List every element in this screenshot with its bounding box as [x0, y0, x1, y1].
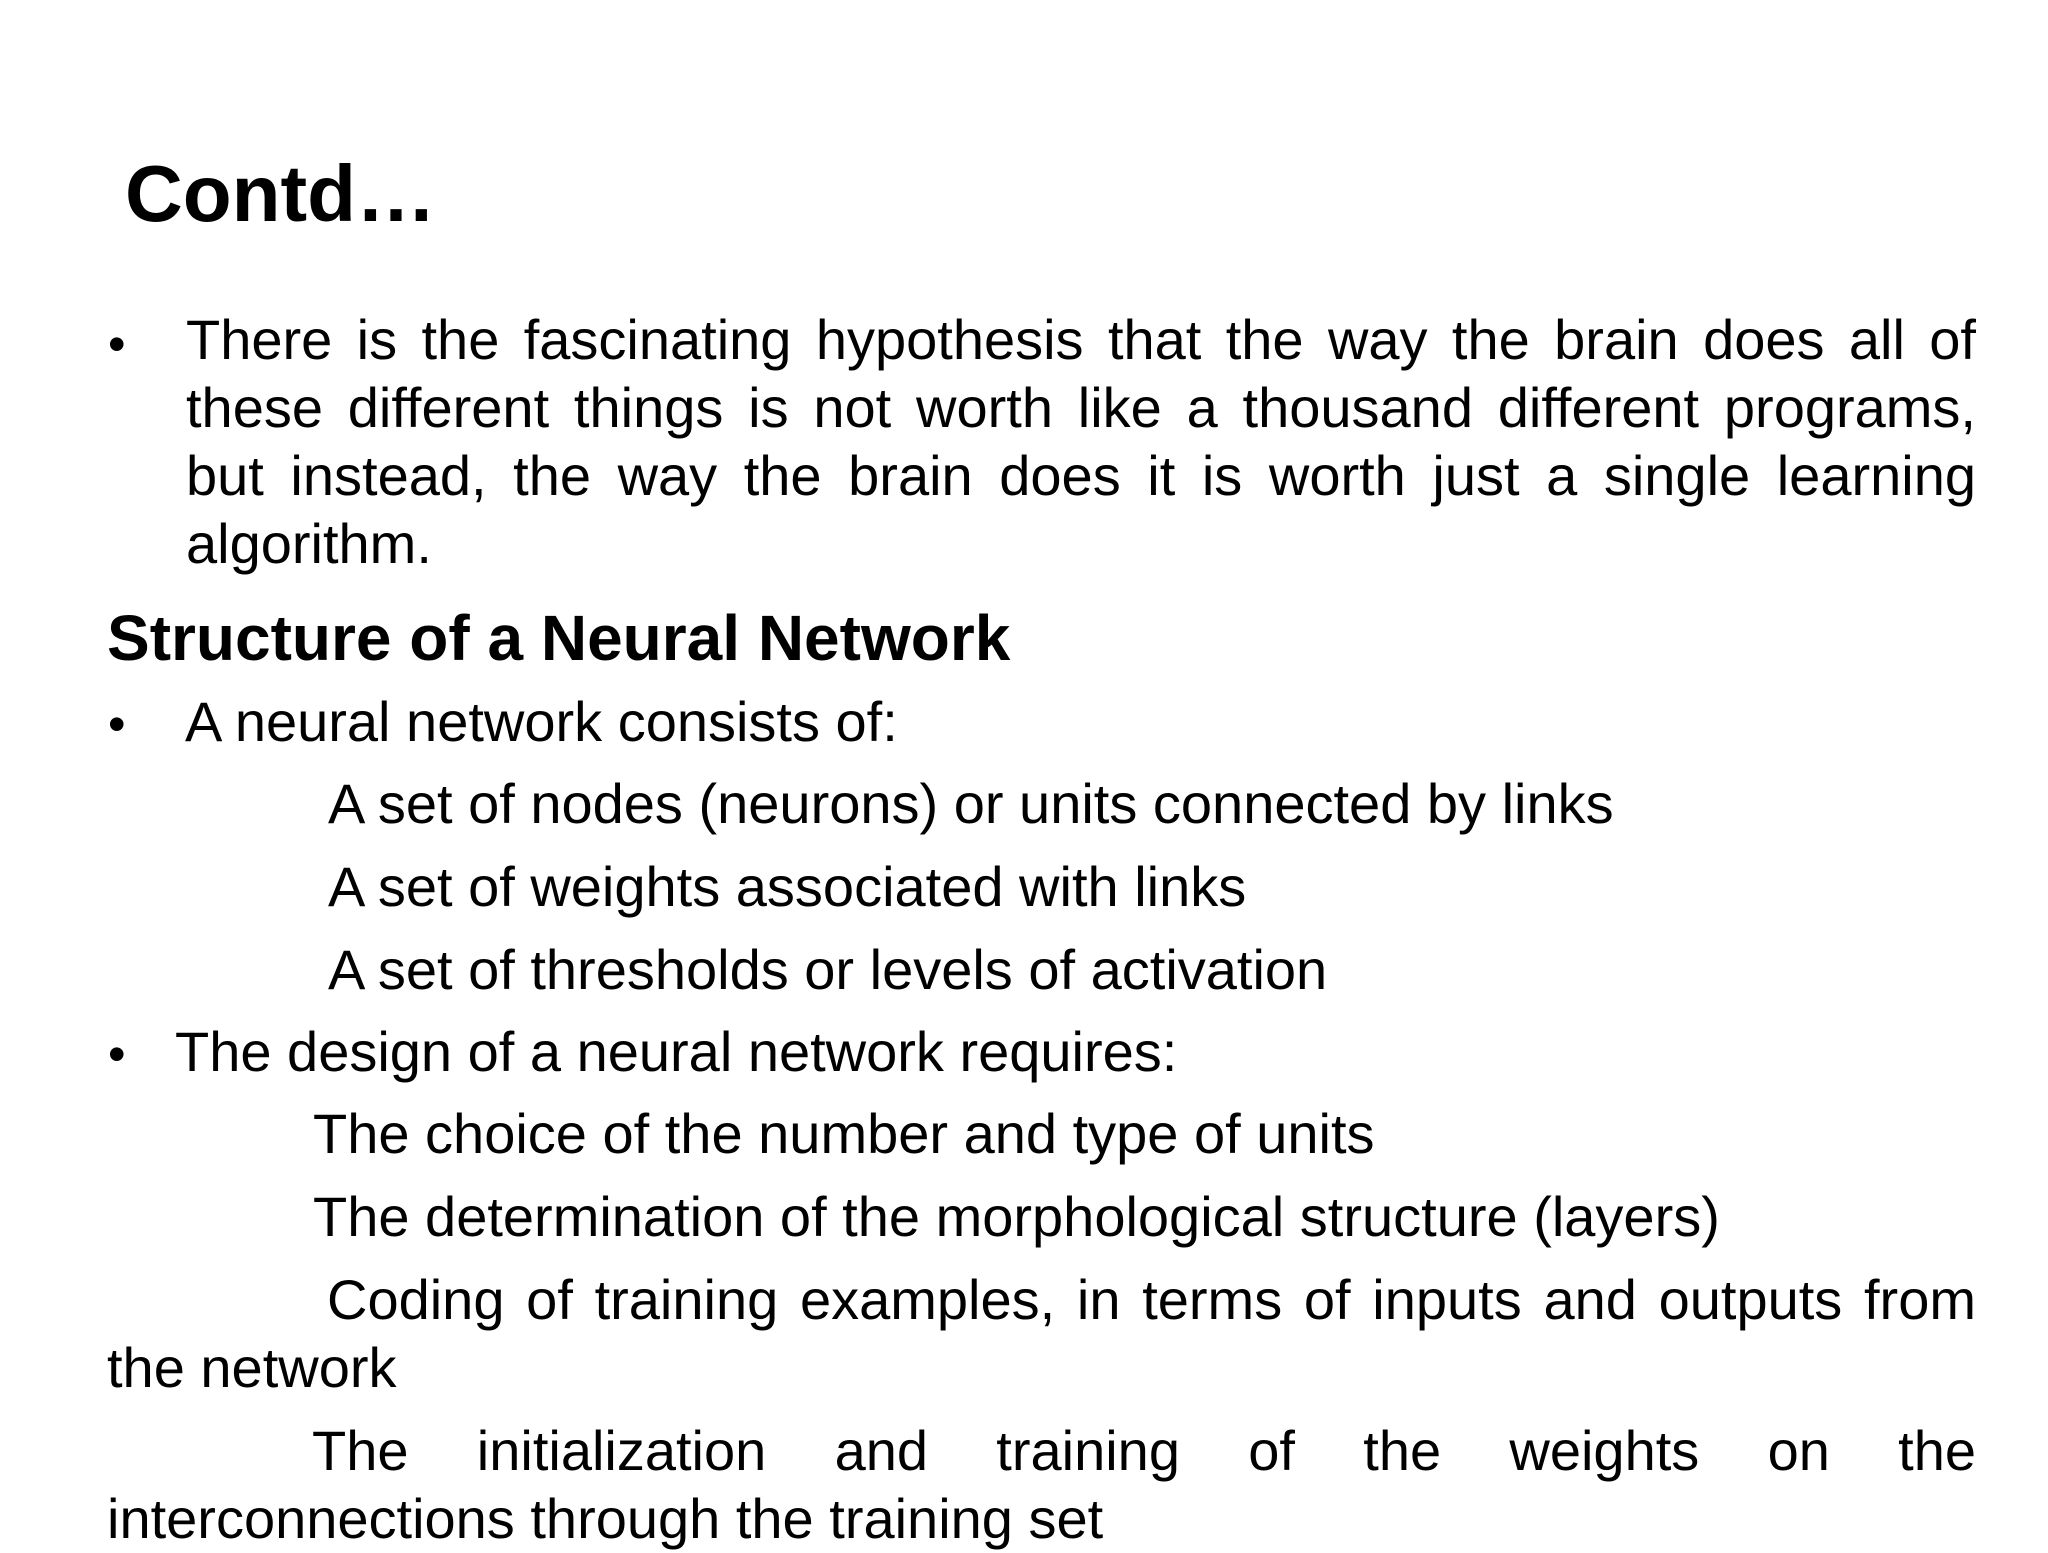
section-heading: Structure of a Neural Network [107, 602, 1011, 674]
consists-item: A set of weights associated with links [328, 855, 1247, 918]
design-item [107, 1266, 1976, 1402]
design-item-text: Coding of training examples, in terms of inputs and outputs from the network [107, 1268, 1976, 1399]
consists-lead: A neural network consists of: [185, 690, 898, 753]
bullet-icon: • [108, 696, 126, 752]
consists-item: A set of nodes (neurons) or units connected by links [328, 772, 1614, 835]
bullet-icon: • [108, 316, 126, 372]
bullet-icon: • [108, 1026, 126, 1082]
slide-title: Contd… [125, 149, 437, 238]
consists-item: A set of thresholds or levels of activation [328, 938, 1328, 1001]
design-item: The choice of the number and type of units [313, 1102, 1375, 1165]
design-lead: The design of a neural network requires: [175, 1020, 1178, 1083]
intro-paragraph: There is the fascinating hypothesis that the way the brain does all of these different things is not worth like a thousand different programs, but instead, the way the brain does it is worth just a single learning algorithm. [186, 308, 1976, 575]
design-item [107, 1417, 1976, 1553]
design-item: The determination of the morphological structure (layers) [313, 1185, 1720, 1248]
design-item-text: The initialization and training of the weights on the interconnections through the training set [107, 1419, 1976, 1550]
